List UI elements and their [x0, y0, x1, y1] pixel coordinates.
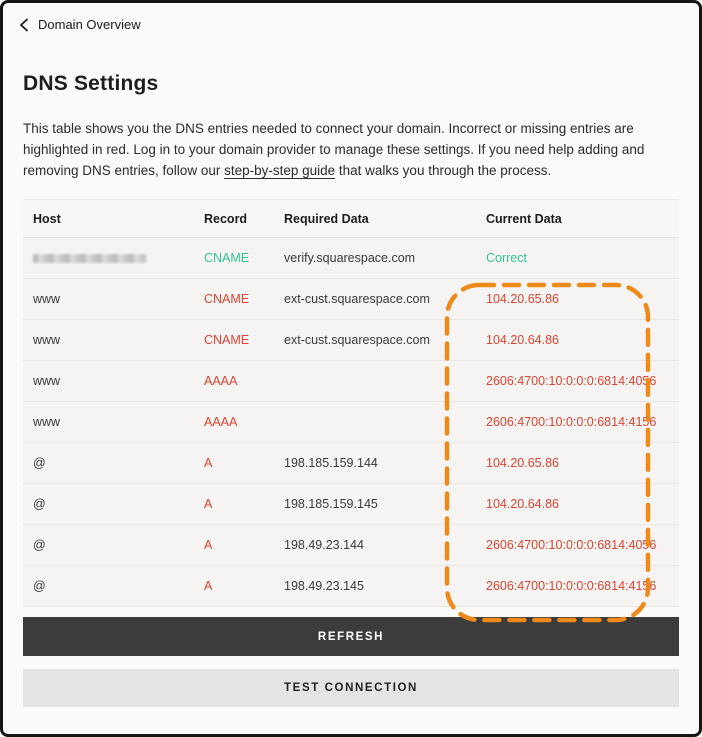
record-cell: A — [204, 538, 213, 552]
required-data-cell: verify.squarespace.com — [284, 251, 416, 265]
record-cell: CNAME — [204, 333, 250, 347]
current-data-cell: 104.20.65.86 — [486, 292, 559, 306]
description-before-link: This table shows you the DNS entries needed to connect your domain. Incorrect or missing entries are highlighted in red. Log in to your domain provider to manage these settings. If you need help adding and removing DNS entries, follow our — [23, 121, 645, 178]
required-data-cell: 198.185.159.145 — [284, 497, 378, 511]
test-connection-button[interactable]: TEST CONNECTION — [23, 669, 679, 707]
host-cell: @ — [33, 538, 46, 552]
host-cell: @ — [33, 579, 46, 593]
chevron-left-icon — [19, 18, 29, 32]
column-header-record: Record — [204, 211, 248, 226]
table-row — [23, 320, 679, 361]
required-data-cell: ext-cust.squarespace.com — [284, 333, 430, 347]
step-by-step-guide-link[interactable]: step-by-step guide — [224, 163, 336, 178]
record-cell: AAAA — [204, 374, 238, 388]
current-data-cell: 2606:4700:10:0:0:0:6814:4156 — [486, 415, 657, 429]
back-link-label: Domain Overview — [38, 17, 141, 32]
host-cell: @ — [33, 456, 46, 470]
host-cell: @ — [33, 497, 46, 511]
column-header-current-data: Current Data — [486, 211, 562, 226]
record-cell: A — [204, 579, 213, 593]
dns-table-header — [23, 199, 679, 238]
current-data-cell: 104.20.64.86 — [486, 497, 559, 511]
back-link[interactable] — [3, 3, 141, 32]
table-row — [23, 525, 679, 566]
current-data-cell: 104.20.65.86 — [486, 456, 559, 470]
description-after-link: that walks you through the process. — [335, 163, 552, 178]
required-data-cell: 198.49.23.144 — [284, 538, 364, 552]
table-row — [23, 484, 679, 525]
host-cell: www — [33, 374, 61, 388]
record-cell: A — [204, 497, 213, 511]
table-row — [23, 566, 679, 607]
required-data-cell: 198.185.159.144 — [284, 456, 378, 470]
description-text — [23, 118, 677, 181]
host-cell: www — [33, 333, 61, 347]
dns-table-body — [23, 238, 679, 607]
table-row — [23, 279, 679, 320]
current-data-cell: Correct — [486, 251, 527, 265]
button-area — [23, 617, 679, 707]
host-cell: www — [33, 292, 61, 306]
redacted-host — [33, 254, 146, 263]
required-data-cell: 198.49.23.145 — [284, 579, 364, 593]
record-cell: AAAA — [204, 415, 238, 429]
table-row — [23, 402, 679, 443]
required-data-cell: ext-cust.squarespace.com — [284, 292, 430, 306]
page-title: DNS Settings — [23, 72, 159, 95]
current-data-cell: 2606:4700:10:0:0:0:6814:4056 — [486, 538, 657, 552]
column-header-required-data: Required Data — [284, 211, 369, 226]
current-data-cell: 2606:4700:10:0:0:0:6814:4156 — [486, 579, 657, 593]
host-cell — [23, 251, 196, 265]
refresh-button[interactable]: REFRESH — [23, 617, 679, 656]
record-cell: CNAME — [204, 251, 250, 265]
host-cell: www — [33, 415, 61, 429]
dns-table — [23, 199, 679, 607]
table-row — [23, 361, 679, 402]
current-data-cell: 104.20.64.86 — [486, 333, 559, 347]
table-row — [23, 238, 679, 279]
table-row — [23, 443, 679, 484]
record-cell: CNAME — [204, 292, 250, 306]
record-cell: A — [204, 456, 213, 470]
current-data-cell: 2606:4700:10:0:0:0:6814:4056 — [486, 374, 657, 388]
column-header-host: Host — [33, 211, 61, 226]
